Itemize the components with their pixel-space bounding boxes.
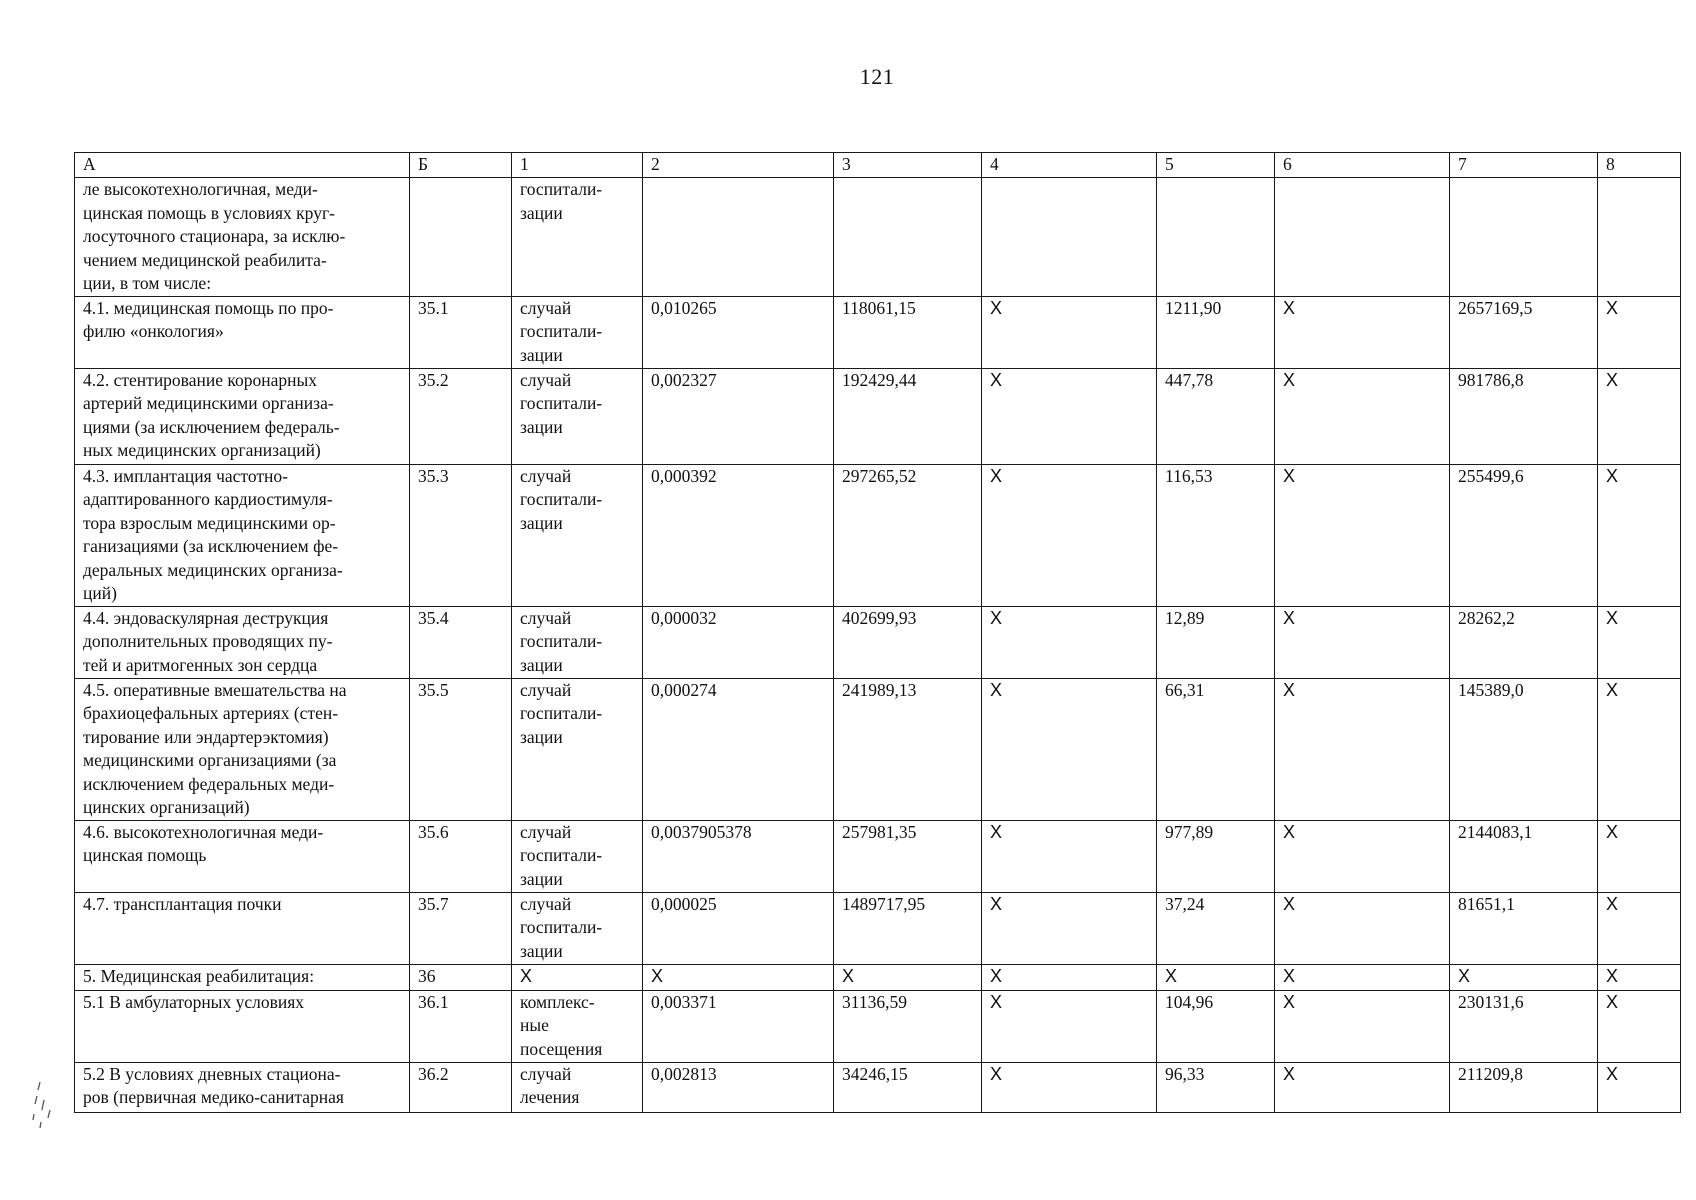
- cell-text: 4.3. имплантация частотно- адаптированного кардиостимуля- тора взрослым медицинскими ор- ганизациями (за исключением фе- деральных медицинских организа- ций): [83, 465, 343, 603]
- cell-text: 0,000392: [651, 465, 717, 486]
- cell-text: X: [1606, 465, 1619, 486]
- col-3-cell: [834, 892, 982, 964]
- cell-text: 241989,13: [842, 679, 917, 700]
- col-8-cell: [1598, 990, 1681, 1062]
- row-number-cell: [410, 990, 512, 1062]
- indicator-name-cell: [75, 964, 410, 990]
- col-5-cell: [1157, 964, 1275, 990]
- indicator-name-cell: [75, 990, 410, 1062]
- cell-text: 4.1. медицинская помощь по про- филю «онкология»: [83, 297, 334, 341]
- unit-cell: [512, 990, 643, 1062]
- cell-text: ле высокотехнологичная, меди- цинская помощь в условиях круг- лосуточного стационара, за исклю- чением медицинской реабилита- ции, в том числе:: [83, 179, 346, 293]
- col-4-cell: [982, 964, 1157, 990]
- table-row: [75, 464, 1681, 606]
- cell-text: X: [990, 369, 1003, 390]
- col-6-cell: [1275, 296, 1450, 368]
- table-row: [75, 178, 1681, 297]
- col-8-cell: [1598, 964, 1681, 990]
- col-4-cell: [982, 178, 1157, 297]
- indicator-name-cell: [75, 464, 410, 606]
- row-number-cell: [410, 296, 512, 368]
- cell-text: 145389,0: [1458, 679, 1524, 700]
- cell-text: комплекс- ные посещения: [520, 991, 603, 1059]
- col-8-cell: [1598, 1062, 1681, 1112]
- cell-text: X: [1606, 821, 1619, 842]
- cell-text: случай госпитали- зации: [520, 465, 603, 533]
- cell-text: 0,0037905378: [651, 821, 752, 842]
- col-3-cell: [834, 820, 982, 892]
- cell-text: 5.1 В амбулаторных условиях: [83, 991, 304, 1012]
- col-3-cell: [834, 296, 982, 368]
- cell-text: 28262,2: [1458, 607, 1515, 628]
- cell-text: 34246,15: [842, 1063, 908, 1084]
- cell-text: 0,002327: [651, 369, 717, 390]
- cell-text: X: [520, 965, 533, 986]
- table-row: [75, 964, 1681, 990]
- cell-text: 402699,93: [842, 607, 917, 628]
- cell-text: 4.2. стентирование коронарных артерий медицинскими организа- циями (за исключением федераль- ных медицинских организаций): [83, 369, 340, 460]
- cell-text: случай госпитали- зации: [520, 821, 603, 889]
- col-3-cell: [834, 606, 982, 678]
- table-header: [75, 153, 1681, 178]
- header-row: [75, 153, 1681, 178]
- col-6-cell: [1275, 178, 1450, 297]
- col-2-cell: [643, 820, 834, 892]
- row-number-cell: [410, 178, 512, 297]
- cell-text: 297265,52: [842, 465, 917, 486]
- column-header: А: [75, 153, 410, 178]
- cell-text: X: [990, 465, 1003, 486]
- cell-text: 0,000274: [651, 679, 717, 700]
- cell-text: X: [990, 893, 1003, 914]
- cell-text: X: [990, 1063, 1003, 1084]
- col-4-cell: [982, 606, 1157, 678]
- cell-text: 4.7. трансплантация почки: [83, 893, 282, 914]
- col-6-cell: [1275, 892, 1450, 964]
- col-7-cell: [1450, 892, 1598, 964]
- col-8-cell: [1598, 296, 1681, 368]
- column-header: 5: [1157, 153, 1275, 178]
- cell-text: случай госпитали- зации: [520, 893, 603, 961]
- cell-text: 230131,6: [1458, 991, 1524, 1012]
- cell-text: X: [651, 965, 664, 986]
- indicator-name-cell: [75, 820, 410, 892]
- column-header: 1: [512, 153, 643, 178]
- col-5-cell: [1157, 1062, 1275, 1112]
- cell-text: X: [1283, 893, 1296, 914]
- cell-text: 35.2: [418, 369, 449, 390]
- col-6-cell: [1275, 964, 1450, 990]
- indicator-name-cell: [75, 178, 410, 297]
- col-8-cell: [1598, 820, 1681, 892]
- cell-text: 4.5. оперативные вмешательства на брахиоцефальных артериях (стен- тирование или эндартерэктомия) медицинскими организациями (за исключением федеральных меди- цинских организаций): [83, 679, 347, 817]
- col-7-cell: [1450, 990, 1598, 1062]
- column-header: 7: [1450, 153, 1598, 178]
- cell-text: случай госпитали- зации: [520, 369, 603, 437]
- col-2-cell: [643, 178, 834, 297]
- column-header: 6: [1275, 153, 1450, 178]
- cell-text: 0,000025: [651, 893, 717, 914]
- col-3-cell: [834, 178, 982, 297]
- unit-cell: [512, 892, 643, 964]
- col-5-cell: [1157, 368, 1275, 464]
- unit-cell: [512, 964, 643, 990]
- col-6-cell: [1275, 678, 1450, 820]
- col-6-cell: [1275, 990, 1450, 1062]
- table-row: [75, 368, 1681, 464]
- cell-text: 4.6. высокотехнологичная меди- цинская помощь: [83, 821, 324, 865]
- col-6-cell: [1275, 820, 1450, 892]
- col-2-cell: [643, 964, 834, 990]
- col-8-cell: [1598, 606, 1681, 678]
- column-header: Б: [410, 153, 512, 178]
- col-2-cell: [643, 892, 834, 964]
- cell-text: 981786,8: [1458, 369, 1524, 390]
- unit-cell: [512, 368, 643, 464]
- cell-text: 35.3: [418, 465, 449, 486]
- col-4-cell: [982, 368, 1157, 464]
- row-number-cell: [410, 606, 512, 678]
- col-7-cell: [1450, 464, 1598, 606]
- col-3-cell: [834, 964, 982, 990]
- cell-text: 2657169,5: [1458, 297, 1533, 318]
- col-4-cell: [982, 990, 1157, 1062]
- column-header: 3: [834, 153, 982, 178]
- table-row: [75, 678, 1681, 820]
- cell-text: 36.1: [418, 991, 449, 1012]
- cell-text: X: [1283, 965, 1296, 986]
- cell-text: 35.4: [418, 607, 449, 628]
- col-7-cell: [1450, 368, 1598, 464]
- cell-text: 1211,90: [1165, 297, 1222, 318]
- cell-text: 66,31: [1165, 679, 1205, 700]
- unit-cell: [512, 464, 643, 606]
- cell-text: 977,89: [1165, 821, 1214, 842]
- table-row: [75, 606, 1681, 678]
- cell-text: 36: [418, 965, 436, 986]
- col-3-cell: [834, 368, 982, 464]
- col-7-cell: [1450, 964, 1598, 990]
- col-5-cell: [1157, 178, 1275, 297]
- cell-text: 2144083,1: [1458, 821, 1533, 842]
- row-number-cell: [410, 464, 512, 606]
- unit-cell: [512, 178, 643, 297]
- col-3-cell: [834, 990, 982, 1062]
- row-number-cell: [410, 820, 512, 892]
- cell-text: 257981,35: [842, 821, 917, 842]
- col-4-cell: [982, 1062, 1157, 1112]
- cell-text: 35.6: [418, 821, 449, 842]
- cell-text: X: [1606, 679, 1619, 700]
- table-row: [75, 296, 1681, 368]
- cell-text: 35.7: [418, 893, 449, 914]
- cell-text: 0,003371: [651, 991, 717, 1012]
- cell-text: X: [1606, 965, 1619, 986]
- cell-text: X: [1283, 607, 1296, 628]
- cell-text: X: [990, 679, 1003, 700]
- col-5-cell: [1157, 990, 1275, 1062]
- col-2-cell: [643, 464, 834, 606]
- col-4-cell: [982, 820, 1157, 892]
- cell-text: 36.2: [418, 1063, 449, 1084]
- cell-text: X: [1283, 369, 1296, 390]
- data-table: [74, 152, 1681, 1113]
- cell-text: X: [1606, 607, 1619, 628]
- col-7-cell: [1450, 1062, 1598, 1112]
- cell-text: X: [1283, 679, 1296, 700]
- cell-text: X: [1283, 991, 1296, 1012]
- cell-text: госпитали- зации: [520, 179, 603, 223]
- unit-cell: [512, 678, 643, 820]
- cell-text: случай госпитали- зации: [520, 679, 603, 747]
- column-header: 8: [1598, 153, 1681, 178]
- indicator-name-cell: [75, 296, 410, 368]
- row-number-cell: [410, 1062, 512, 1112]
- cell-text: 0,010265: [651, 297, 717, 318]
- table-row: [75, 1062, 1681, 1112]
- cell-text: 37,24: [1165, 893, 1205, 914]
- cell-text: X: [1283, 465, 1296, 486]
- cell-text: X: [1165, 965, 1178, 986]
- cell-text: 81651,1: [1458, 893, 1515, 914]
- cell-text: 255499,6: [1458, 465, 1524, 486]
- table-body: [75, 178, 1681, 1113]
- col-3-cell: [834, 464, 982, 606]
- cell-text: 5.2 В условиях дневных стациона- ров (первичная медико-санитарная: [83, 1063, 344, 1107]
- cell-text: X: [1283, 1063, 1296, 1084]
- col-2-cell: [643, 678, 834, 820]
- cell-text: 12,89: [1165, 607, 1205, 628]
- cell-text: случай госпитали- зации: [520, 297, 603, 365]
- indicator-name-cell: [75, 606, 410, 678]
- cell-text: 4.4. эндоваскулярная деструкция дополнительных проводящих пу- тей и аритмогенных зон сердца: [83, 607, 333, 675]
- cell-text: X: [1283, 821, 1296, 842]
- cell-text: 116,53: [1165, 465, 1213, 486]
- unit-cell: [512, 606, 643, 678]
- column-header: 4: [982, 153, 1157, 178]
- col-7-cell: [1450, 820, 1598, 892]
- row-number-cell: [410, 678, 512, 820]
- row-number-cell: [410, 892, 512, 964]
- col-8-cell: [1598, 178, 1681, 297]
- cell-text: 0,000032: [651, 607, 717, 628]
- cell-text: X: [1283, 297, 1296, 318]
- cell-text: X: [1606, 297, 1619, 318]
- unit-cell: [512, 820, 643, 892]
- col-5-cell: [1157, 296, 1275, 368]
- col-7-cell: [1450, 678, 1598, 820]
- col-7-cell: [1450, 606, 1598, 678]
- cell-text: 35.1: [418, 297, 449, 318]
- cell-text: 192429,44: [842, 369, 917, 390]
- unit-cell: [512, 1062, 643, 1112]
- col-4-cell: [982, 678, 1157, 820]
- col-8-cell: [1598, 368, 1681, 464]
- cell-text: 5. Медицинская реабилитация:: [83, 965, 315, 986]
- cell-text: X: [990, 821, 1003, 842]
- table-row: [75, 990, 1681, 1062]
- col-5-cell: [1157, 606, 1275, 678]
- col-6-cell: [1275, 464, 1450, 606]
- cell-text: 447,78: [1165, 369, 1214, 390]
- col-2-cell: [643, 990, 834, 1062]
- cell-text: 118061,15: [842, 297, 916, 318]
- col-8-cell: [1598, 678, 1681, 820]
- col-4-cell: [982, 464, 1157, 606]
- row-number-cell: [410, 964, 512, 990]
- cell-text: X: [1606, 893, 1619, 914]
- cell-text: X: [990, 607, 1003, 628]
- indicator-name-cell: [75, 368, 410, 464]
- cell-text: X: [990, 965, 1003, 986]
- col-3-cell: [834, 678, 982, 820]
- col-6-cell: [1275, 606, 1450, 678]
- cell-text: 1489717,95: [842, 893, 926, 914]
- cell-text: 35.5: [418, 679, 449, 700]
- cell-text: X: [842, 965, 855, 986]
- col-5-cell: [1157, 820, 1275, 892]
- col-7-cell: [1450, 296, 1598, 368]
- cell-text: случай госпитали- зации: [520, 607, 603, 675]
- table-row: [75, 820, 1681, 892]
- col-2-cell: [643, 368, 834, 464]
- col-8-cell: [1598, 892, 1681, 964]
- col-5-cell: [1157, 464, 1275, 606]
- row-number-cell: [410, 368, 512, 464]
- cell-text: 96,33: [1165, 1063, 1205, 1084]
- col-4-cell: [982, 296, 1157, 368]
- scan-artifact: [32, 1080, 68, 1130]
- col-2-cell: [643, 296, 834, 368]
- col-2-cell: [643, 1062, 834, 1112]
- col-4-cell: [982, 892, 1157, 964]
- col-3-cell: [834, 1062, 982, 1112]
- page-number: 121: [859, 64, 895, 89]
- col-6-cell: [1275, 1062, 1450, 1112]
- cell-text: X: [1458, 965, 1471, 986]
- cell-text: X: [990, 297, 1003, 318]
- cell-text: X: [1606, 991, 1619, 1012]
- table-row: [75, 892, 1681, 964]
- col-7-cell: [1450, 178, 1598, 297]
- cell-text: X: [1606, 369, 1619, 390]
- col-8-cell: [1598, 464, 1681, 606]
- cell-text: случай лечения: [520, 1063, 580, 1107]
- indicator-name-cell: [75, 678, 410, 820]
- col-5-cell: [1157, 892, 1275, 964]
- col-5-cell: [1157, 678, 1275, 820]
- indicator-name-cell: [75, 892, 410, 964]
- cell-text: X: [990, 991, 1003, 1012]
- col-6-cell: [1275, 368, 1450, 464]
- column-header: 2: [643, 153, 834, 178]
- cell-text: 104,96: [1165, 991, 1214, 1012]
- cell-text: 0,002813: [651, 1063, 717, 1084]
- indicator-name-cell: [75, 1062, 410, 1112]
- cell-text: X: [1606, 1063, 1619, 1084]
- cell-text: 211209,8: [1458, 1063, 1523, 1084]
- col-2-cell: [643, 606, 834, 678]
- cell-text: 31136,59: [842, 991, 907, 1012]
- unit-cell: [512, 296, 643, 368]
